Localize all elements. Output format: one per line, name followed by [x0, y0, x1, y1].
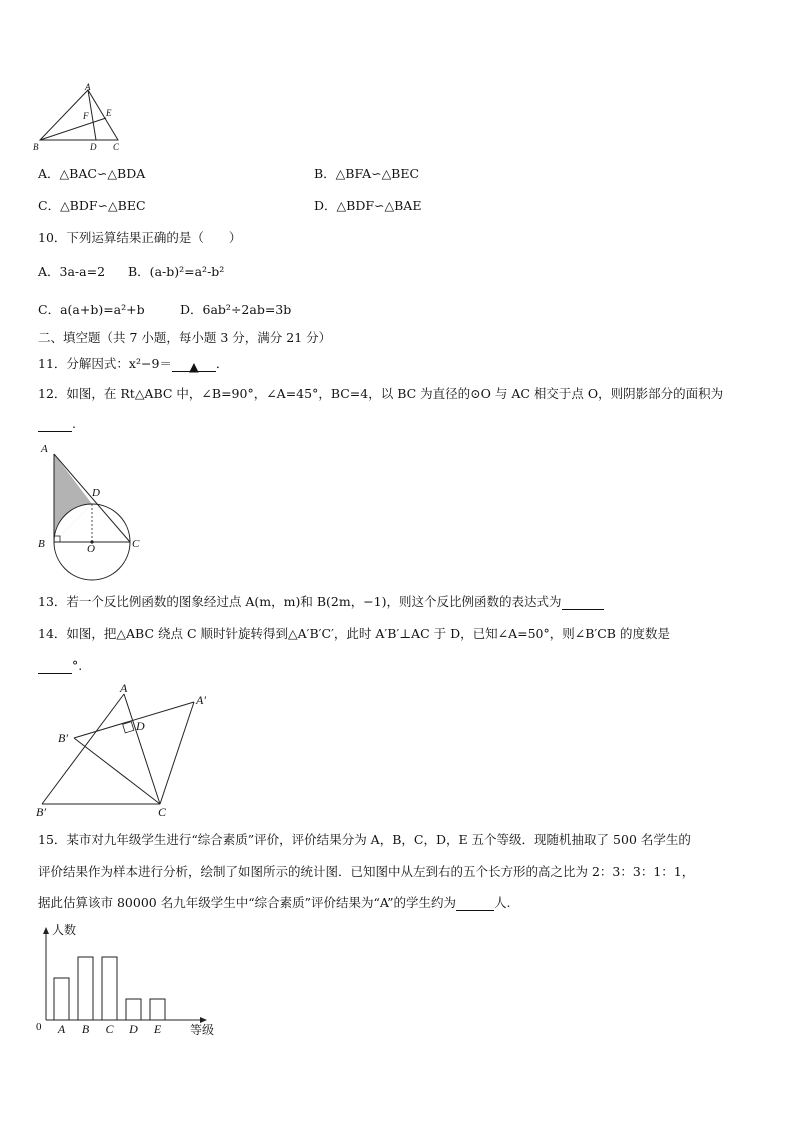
y-axis-arrow	[43, 927, 49, 934]
tick-label-b: B	[81, 1022, 90, 1036]
q10-stem: 10．下列运算结果正确的是（ ）	[38, 230, 242, 245]
bar-b	[78, 957, 93, 1020]
chart-bars	[54, 957, 165, 1020]
q15-end: 人.	[493, 895, 511, 910]
q14-label-d: D	[136, 719, 145, 733]
chart-tick-labels	[57, 1022, 162, 1036]
q14-label-b: B′	[36, 805, 46, 818]
q12-end: .	[72, 416, 76, 431]
tick-label-a: A	[57, 1022, 66, 1036]
q14-rotation-figure	[34, 682, 220, 818]
q11-answer-blank	[172, 359, 216, 372]
origin-label: 0	[36, 1021, 42, 1033]
tick-label-c: C	[105, 1022, 114, 1036]
bar-e	[150, 999, 165, 1020]
y-axis-label: 人数	[52, 923, 77, 937]
q9-triangle-figure	[30, 82, 130, 154]
tick-label-d: D	[129, 1022, 138, 1036]
q14-line2	[38, 658, 82, 674]
q11-line	[38, 356, 228, 372]
q9-label-d: D	[90, 142, 97, 152]
q11-blank-marker: ▲	[189, 359, 199, 374]
q11-stem: 11．分解因式：x²−9＝	[38, 356, 172, 371]
q14-label-a: A	[120, 682, 128, 695]
x-axis-label: 等级	[190, 1023, 215, 1037]
q10-option-d: D．6ab²÷2ab=3b	[180, 302, 292, 317]
q15-line3	[38, 895, 510, 911]
q9-label-c: C	[113, 142, 120, 152]
q9-option-c: C．△BDF∽△BEC	[38, 198, 146, 213]
q14-label-c: C	[158, 805, 167, 818]
bar-a	[54, 978, 69, 1020]
q11-end: ．	[215, 356, 229, 371]
bar-c	[102, 957, 117, 1020]
q12-answer-blank	[38, 419, 72, 432]
q9-option-a: A．△BAC∽△BDA	[38, 166, 146, 181]
tick-label-e: E	[153, 1022, 162, 1036]
q12-label-b: B	[38, 538, 45, 550]
q9-option-b: B．△BFA∽△BEC	[314, 166, 420, 181]
q9-label-a: A	[85, 82, 91, 92]
q9-label-f: F	[83, 111, 89, 121]
q15-line2: 评价结果作为样本进行分析，绘制了如图所示的统计图．已知图中从左到右的五个长方形的高之比为 2：3：3：1：1，	[38, 864, 695, 879]
q12-line2	[38, 416, 76, 432]
q13-answer-blank	[562, 597, 604, 610]
q13-line	[38, 594, 604, 610]
q14-answer-blank	[38, 661, 72, 674]
q10-option-b: B．(a-b)²=a²-b²	[128, 264, 225, 279]
q14-label-b-prime: B′	[58, 731, 68, 745]
q15-line1: 15．某市对九年级学生进行“综合素质”评价，评价结果分为 A，B，C，D，E 五个等级．现随机抽取了 500 名学生的	[38, 832, 691, 847]
q12-label-o: O	[87, 543, 95, 555]
q12-line1: 12．如图，在 Rt△ABC 中，∠B=90°，∠A=45°，BC=4，以 BC 为直径的⊙O 与 AC 相交于点 O，则阴影部分的面积为	[38, 386, 724, 401]
q12-label-d: D	[92, 487, 100, 499]
q12-label-c: C	[132, 538, 140, 550]
q12-label-a: A	[41, 443, 48, 455]
q13-stem: 13．若一个反比例函数的图象经过点 A(m，m)和 B(2m，−1)，则这个反比例函数的表达式为	[38, 594, 562, 609]
bar-d	[126, 999, 141, 1020]
q12-circle-figure	[34, 440, 146, 582]
q14-label-a-prime: A′	[196, 693, 206, 707]
q14-end: °.	[72, 658, 83, 673]
q10-option-a: A．3a-a=2	[38, 264, 106, 279]
section-heading: 二、填空题（共 7 小题，每小题 3 分，满分 21 分）	[38, 330, 332, 345]
q15-answer-blank	[456, 898, 494, 911]
q15-line3-text: 据此估算该市 80000 名九年级学生中“综合素质”评价结果为“A”的学生约为	[38, 895, 456, 910]
q9-option-d: D．△BDF∽△BAE	[314, 198, 422, 213]
q10-option-c: C．a(a+b)=a²+b	[38, 302, 145, 317]
q9-label-b: B	[33, 142, 39, 152]
q15-bar-chart	[30, 918, 230, 1040]
q14-line1: 14．如图，把△ABC 绕点 C 顺时针旋转得到△A′B′C′，此时 A′B′⊥AC 于 D，已知∠A=50°，则∠B′CB 的度数是	[38, 626, 670, 641]
q9-label-e: E	[106, 108, 112, 118]
